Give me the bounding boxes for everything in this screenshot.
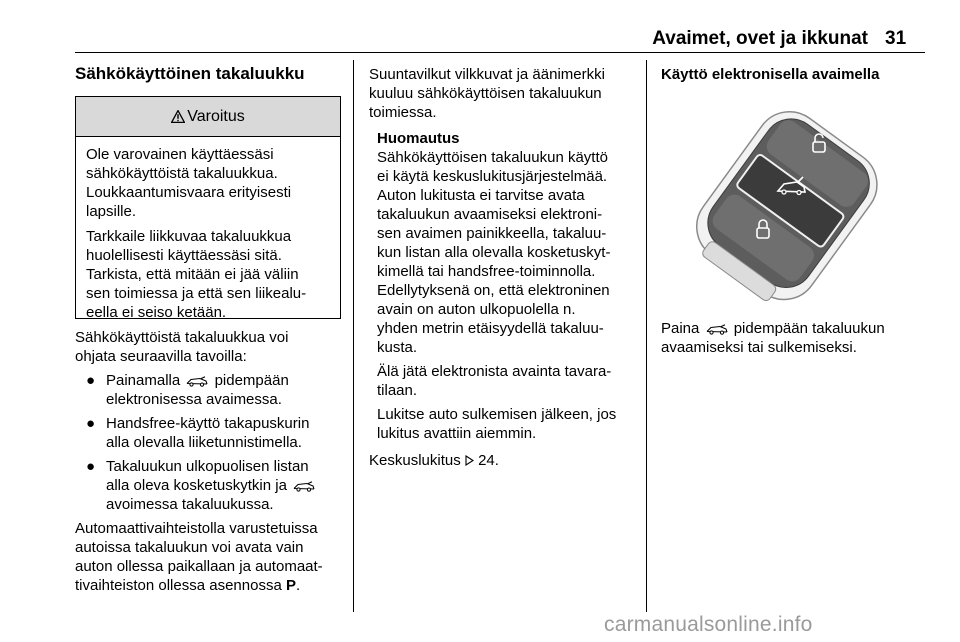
list-item bbox=[75, 457, 345, 514]
text-line: Takaluukun ulkopuolisen listan bbox=[106, 458, 309, 475]
warning-body bbox=[76, 137, 340, 322]
list-item bbox=[75, 371, 345, 409]
right-column-body bbox=[661, 319, 925, 357]
text-line: kuuluu sähkökäyttöisen takaluukun bbox=[369, 85, 602, 102]
text-line: huolellisesti käyttäessäsi sitä. bbox=[86, 247, 282, 264]
text-line: tilaan. bbox=[377, 382, 418, 399]
text-line: Handsfree-käyttö takapuskurin bbox=[106, 415, 310, 432]
text-fragment: pidempään takaluukun bbox=[733, 320, 885, 337]
note-block bbox=[369, 129, 639, 443]
middle-column-body bbox=[369, 65, 639, 470]
text-line: Automaattivaihteistolla varustetuissa bbox=[75, 520, 318, 537]
warning-header bbox=[76, 97, 340, 137]
text-line: toimiessa. bbox=[369, 104, 437, 121]
page-number: 31 bbox=[885, 28, 907, 49]
note-paragraph-3 bbox=[377, 405, 639, 443]
text-line: avain on auton ulkopuolella n. bbox=[377, 301, 576, 318]
text-line: sen toimiessa ja että sen liikealu- bbox=[86, 285, 307, 302]
xref-label: Keskuslukitus bbox=[369, 452, 461, 469]
gear-position-p: P bbox=[285, 577, 296, 594]
warning-title: Varoitus bbox=[187, 107, 245, 125]
xref-page: 24. bbox=[478, 452, 499, 469]
text-line: Sähkökäyttöisen takaluukun käyttö bbox=[377, 149, 608, 166]
intro-paragraph bbox=[75, 328, 345, 366]
text-fragment: . bbox=[295, 577, 301, 594]
text-line: autoissa takaluukun voi avata vain bbox=[75, 539, 304, 556]
bullet: ● bbox=[86, 372, 96, 389]
text-line: kun listan alla olevalla kosketuskyt- bbox=[377, 244, 611, 261]
header-rule bbox=[75, 52, 925, 53]
note-paragraph-2 bbox=[377, 362, 639, 400]
bullet: ● bbox=[86, 458, 96, 475]
text-line: Lukitse auto sulkemisen jälkeen, jos bbox=[377, 406, 617, 423]
page-header-title: Avaimet, ovet ja ikkunat bbox=[652, 28, 868, 49]
text-line: sen avaimen painikkeella, takaluu- bbox=[377, 225, 607, 242]
text-fragment: tivaihteiston ollessa asennossa bbox=[75, 577, 286, 594]
text-line: lapsille. bbox=[86, 203, 137, 220]
subsection-title: Käyttö elektronisella avaimella bbox=[661, 66, 880, 83]
watermark: carmanualsonline.info bbox=[604, 613, 813, 636]
automatic-transmission-paragraph bbox=[75, 519, 345, 595]
bullet: ● bbox=[86, 415, 96, 432]
warning-triangle-icon bbox=[171, 110, 185, 123]
press-instruction-paragraph bbox=[661, 319, 925, 357]
warning-box bbox=[75, 96, 341, 319]
text-line: Edellytyksenä on, että elektroninen bbox=[377, 282, 610, 299]
text-line: lukitus avattiin aiemmin. bbox=[377, 425, 537, 442]
text-fragment: Paina bbox=[661, 320, 700, 337]
text-fragment: pidempään bbox=[214, 372, 289, 389]
left-column-body bbox=[75, 328, 345, 595]
text-line: alla olevalla liiketunnistimella. bbox=[106, 434, 302, 451]
text-line: Tarkkaile liikkuvaa takaluukkua bbox=[86, 228, 292, 245]
note-title: Huomautus bbox=[377, 130, 460, 147]
text-fragment: Painamalla bbox=[106, 372, 181, 389]
column-divider-left bbox=[353, 60, 354, 612]
text-line: Älä jätä elektronista avainta tavara- bbox=[377, 363, 612, 380]
text-fragment: alla oleva kosketuskytkin ja bbox=[106, 477, 287, 494]
text-line: Sähkökäyttöistä takaluukkua voi bbox=[75, 329, 289, 346]
cross-reference bbox=[369, 451, 639, 470]
control-methods-list bbox=[75, 371, 345, 514]
text-line: Auton lukitusta ei tarvitse avata bbox=[377, 187, 585, 204]
text-line: elektronisessa avaimessa. bbox=[106, 391, 282, 408]
text-line: Loukkaantumisvaara erityisesti bbox=[86, 184, 292, 201]
section-title: Sähkökäyttöinen takaluukku bbox=[75, 64, 305, 83]
car-tailgate-icon bbox=[293, 481, 315, 492]
text-line: takaluukun avaamiseksi elektroni- bbox=[377, 206, 603, 223]
text-line: Tarkista, että mitään ei jää väliin bbox=[86, 266, 299, 283]
text-line: avoimessa takaluukussa. bbox=[106, 496, 274, 513]
car-tailgate-icon bbox=[186, 376, 208, 387]
text-line: Suuntavilkut vilkkuvat ja äänimerkki bbox=[369, 66, 605, 83]
column-divider-right bbox=[646, 60, 647, 612]
text-line: avaamiseksi tai sulkemiseksi. bbox=[661, 339, 857, 356]
text-line: kusta. bbox=[377, 339, 418, 356]
text-line: ohjata seuraavilla tavoilla: bbox=[75, 348, 247, 365]
text-line: ei käytä keskuslukitusjärjestelmää. bbox=[377, 168, 608, 185]
page-reference-arrow-icon bbox=[465, 455, 474, 466]
note-paragraph-1 bbox=[377, 148, 639, 357]
text-line: kimellä tai handsfree-toiminnolla. bbox=[377, 263, 596, 280]
warning-paragraph-1 bbox=[86, 145, 330, 221]
electronic-key-fob-illustration bbox=[651, 100, 925, 308]
text-line: auton ollessa paikallaan ja automaat- bbox=[75, 558, 323, 575]
text-line: Ole varovainen käyttäessäsi bbox=[86, 146, 274, 163]
signals-paragraph bbox=[369, 65, 639, 122]
text-line: eella ei seiso ketään. bbox=[86, 304, 227, 321]
text-line: sähkökäyttöistä takaluukkua. bbox=[86, 165, 278, 182]
car-tailgate-icon bbox=[706, 324, 728, 335]
warning-paragraph-2 bbox=[86, 227, 330, 322]
text-line: yhden metrin etäisyydellä takaluu- bbox=[377, 320, 604, 337]
key-fob-drawing bbox=[651, 100, 925, 308]
list-item bbox=[75, 414, 345, 452]
